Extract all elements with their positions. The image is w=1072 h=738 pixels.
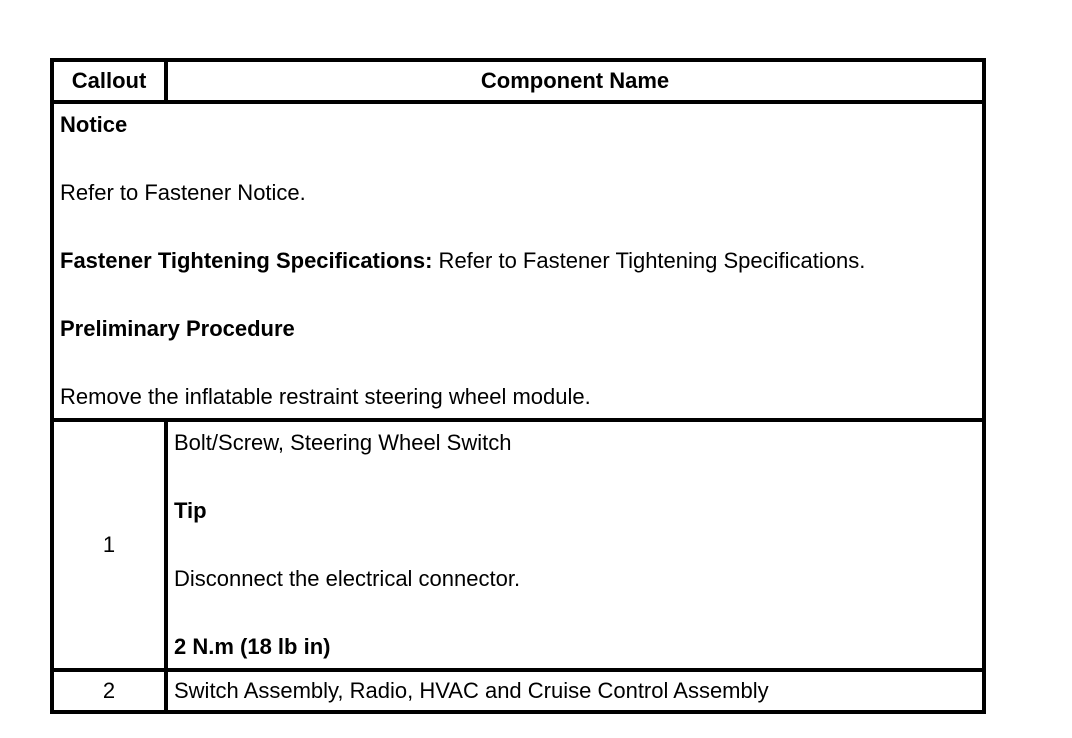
callout-2: 2 [52,670,166,712]
component-1-cell [166,420,984,670]
notice-cell [52,102,984,420]
notice-row [52,102,984,420]
prelim-title: Preliminary Procedure [60,316,295,341]
component-2-name: Switch Assembly, Radio, HVAC and Cruise Control Assembly [166,670,984,712]
tip-text: Disconnect the electrical connector. [174,566,521,591]
table-row [52,420,984,670]
tip-title: Tip [174,498,207,523]
torque-spec: 2 N.m (18 lb in) [174,634,331,659]
notice-title: Notice [60,112,128,137]
spec-text: Refer to Fastener Tightening Specifications. [432,248,866,273]
callout-1: 1 [52,420,166,670]
component-1-name: Bolt/Screw, Steering Wheel Switch [174,430,512,455]
table-header-row [52,60,984,102]
header-callout: Callout [52,60,166,102]
component-table [50,58,986,714]
table-row [52,670,984,712]
header-component-name: Component Name [166,60,984,102]
spec-label: Fastener Tightening Specifications: [60,248,433,273]
prelim-text: Remove the inflatable restraint steering wheel module. [60,384,591,409]
notice-text: Refer to Fastener Notice. [60,180,306,205]
